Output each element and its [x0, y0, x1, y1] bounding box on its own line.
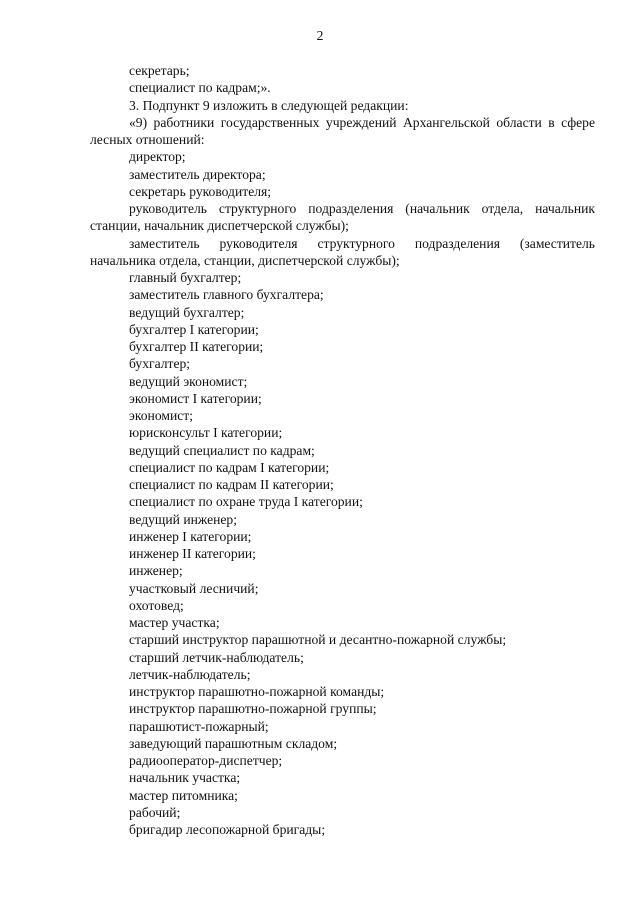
document-body [90, 62, 595, 838]
text-line: специалист по кадрам;». [129, 80, 271, 96]
list-item: ведущий специалист по кадрам; [129, 442, 315, 458]
list-item-paragraph: руководитель структурного подразделения (начальник отдела, начальник станции, начальник диспетчерской службы); [90, 201, 595, 234]
list-item: инструктор парашютно-пожарной команды; [129, 684, 385, 699]
list-item: бухгалтер II категории; [129, 339, 264, 354]
list-item: начальник участка; [129, 770, 241, 786]
list-item: инженер; [129, 563, 183, 579]
list-item: специалист по кадрам II категории; [129, 477, 334, 492]
list-item: рабочий; [129, 804, 181, 820]
list-item: экономист I категории; [129, 390, 262, 406]
list-item: старший инструктор парашютной и десантно-пожарной службы; [129, 632, 507, 648]
list-item-paragraph: заместитель руководителя структурного подразделения (заместитель начальника отдела, станции, диспетчерской службы); [90, 235, 595, 268]
list-item: старший летчик-наблюдатель; [129, 649, 304, 665]
page-number: 2 [316, 28, 324, 43]
intro-paragraph: «9) работники государственных учреждений Архангельской области в сфере лесных отношений: [90, 114, 595, 147]
text-line: 3. Подпункт 9 изложить в следующей редакции: [129, 97, 409, 113]
list-item: экономист; [129, 408, 193, 423]
list-item: специалист по охране труда I категории; [129, 494, 363, 510]
list-item: мастер питомника; [129, 787, 238, 803]
list-item: главный бухгалтер; [129, 270, 242, 285]
list-item: специалист по кадрам I категории; [129, 459, 330, 475]
list-item: летчик-наблюдатель; [129, 666, 251, 682]
text-line: секретарь; [129, 63, 190, 78]
list-item: заместитель главного бухгалтера; [129, 287, 324, 303]
list-item: заведующий парашютным складом; [129, 735, 338, 751]
list-item: инженер I категории; [129, 528, 252, 544]
list-item: ведущий инженер; [129, 511, 237, 527]
list-item: мастер участка; [129, 615, 220, 630]
list-item: юрисконсульт I категории; [129, 425, 283, 441]
list-item: бухгалтер I категории; [129, 321, 259, 337]
list-item: инструктор парашютно-пожарной группы; [129, 701, 377, 717]
list-item: ведущий бухгалтер; [129, 304, 245, 320]
list-item: радиооператор-диспетчер; [129, 753, 283, 768]
list-item: директор; [129, 149, 186, 165]
list-item: бригадир лесопожарной бригады; [129, 822, 326, 837]
list-item: бухгалтер; [129, 356, 191, 372]
list-item: заместитель директора; [129, 166, 266, 182]
list-item: парашютист-пожарный; [129, 718, 269, 734]
list-item: охотовед; [129, 597, 184, 613]
list-item: участковый лесничий; [129, 580, 259, 596]
list-item: ведущий экономист; [129, 373, 248, 389]
list-item: секретарь руководителя; [129, 183, 272, 199]
list-item: инженер II категории; [129, 546, 256, 561]
